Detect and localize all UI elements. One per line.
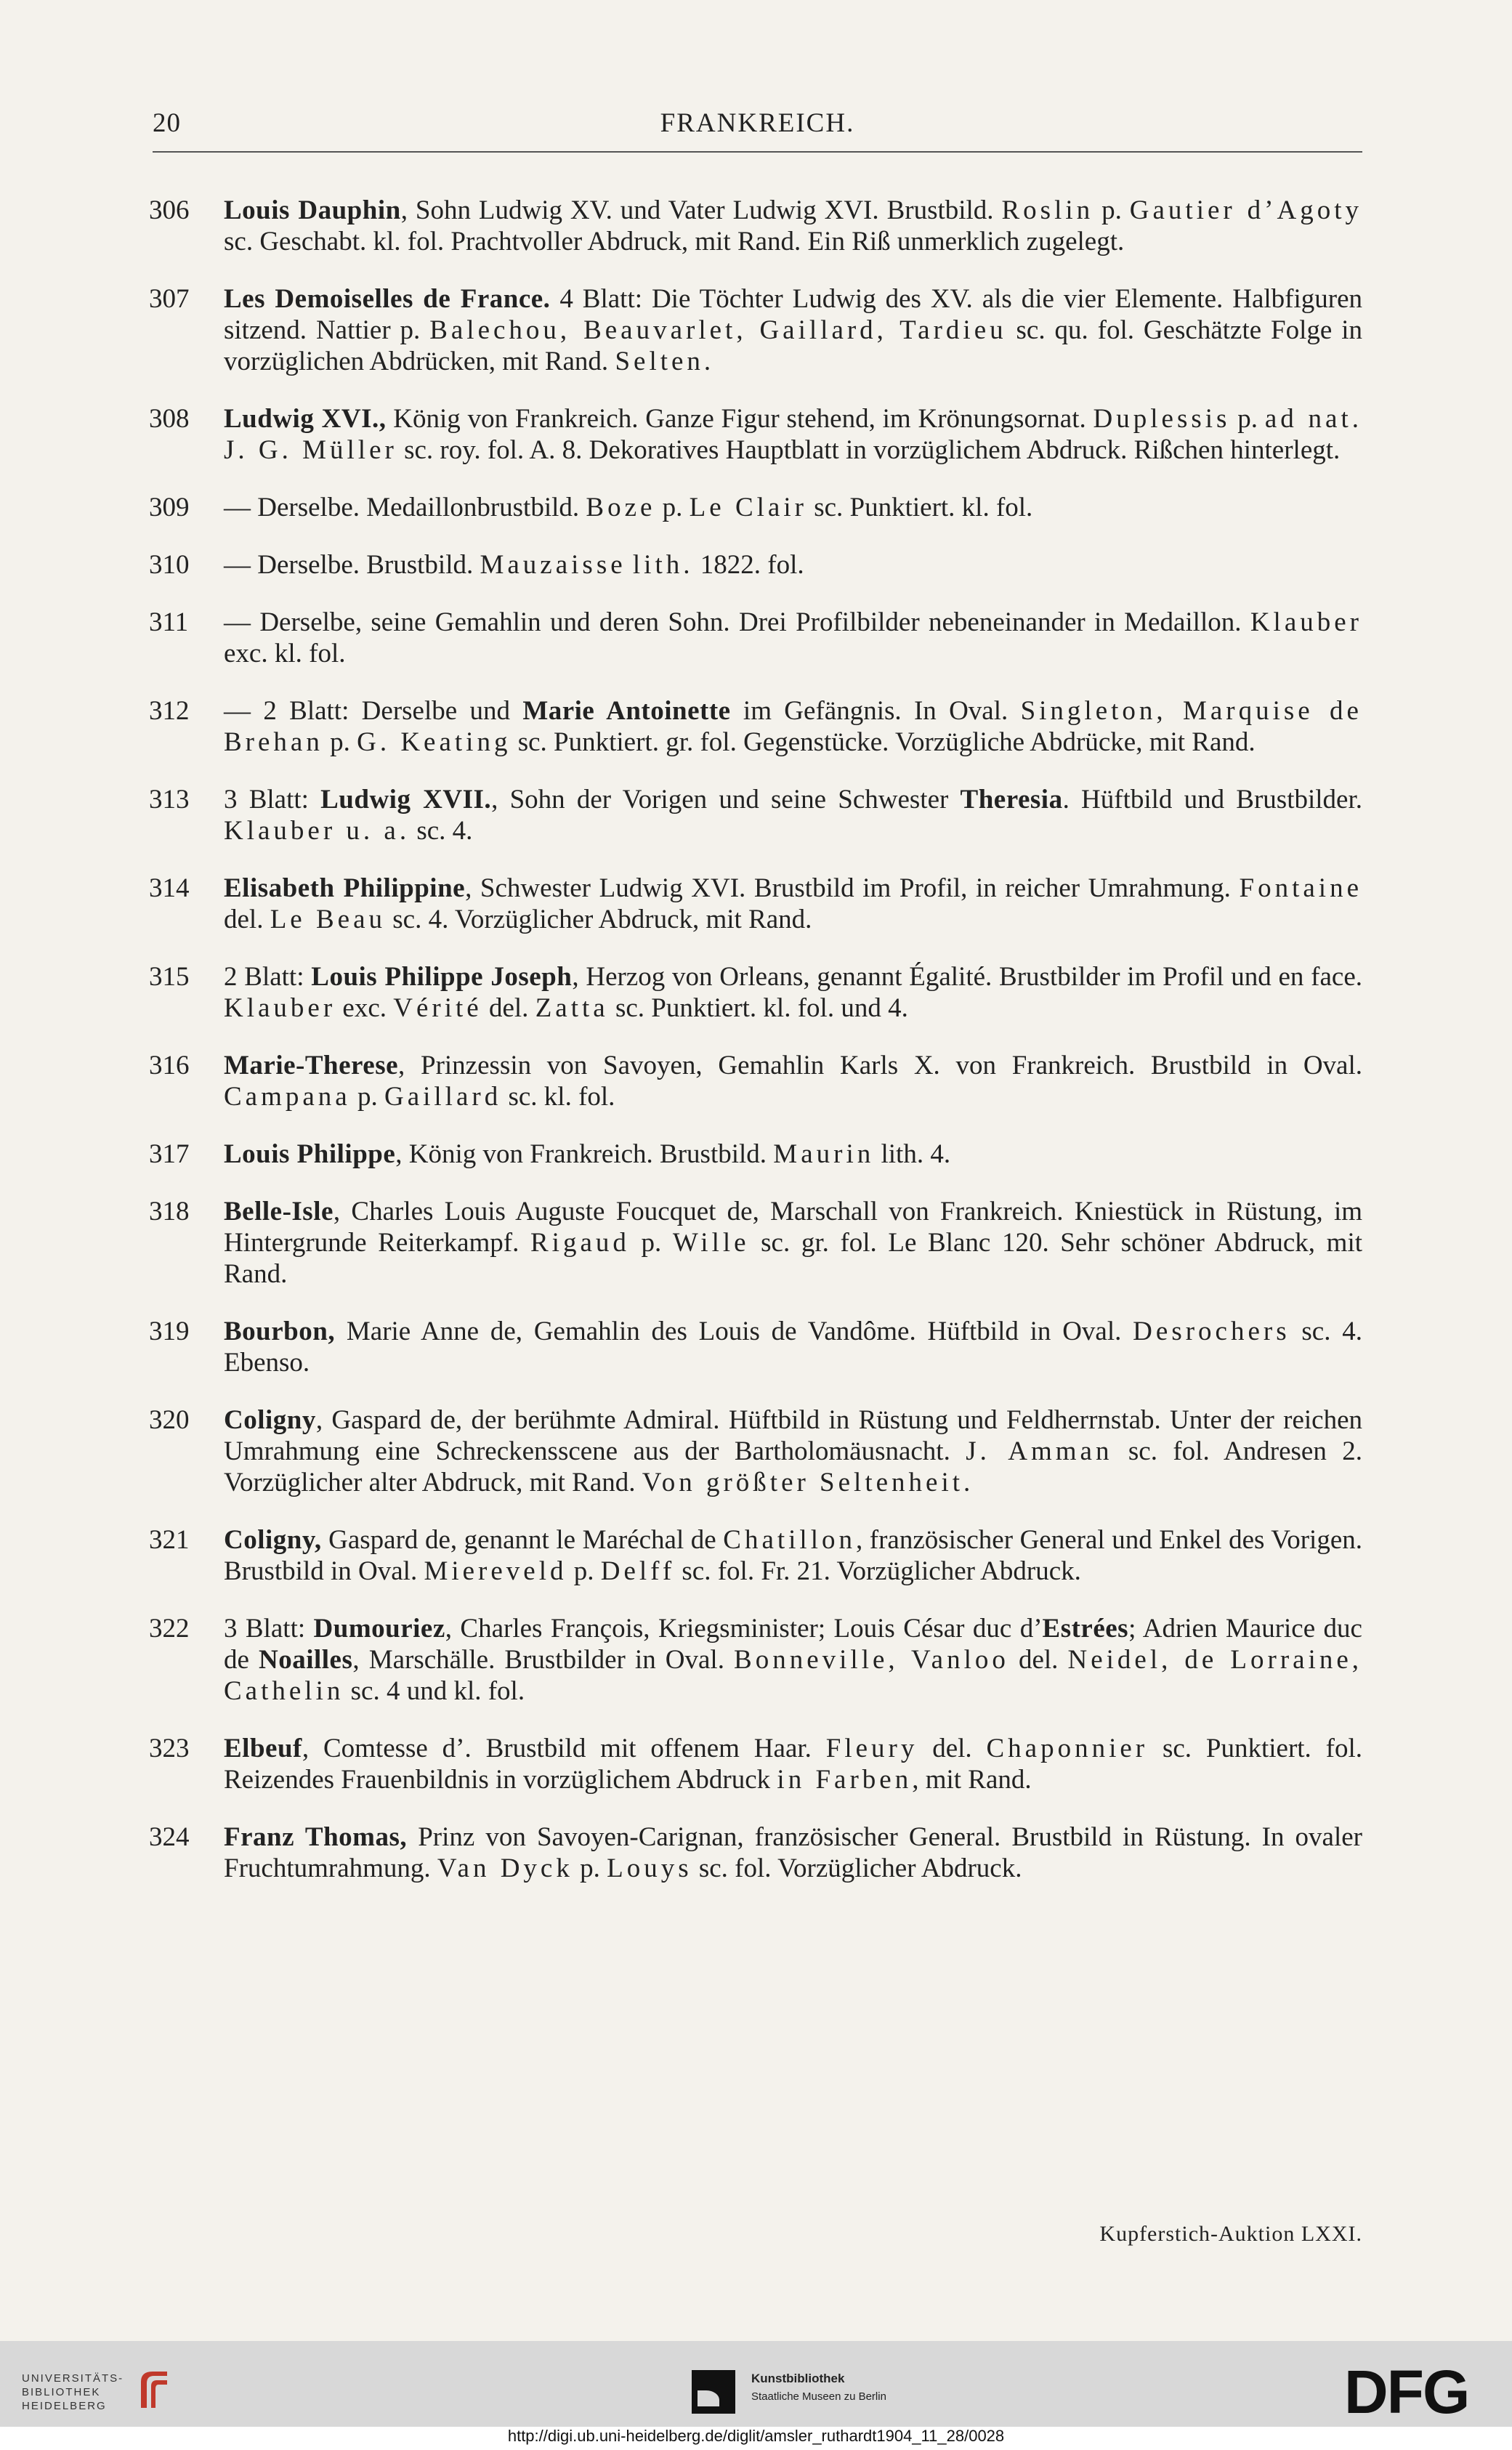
- entry-description: sc. Punktiert. kl. fol.: [806, 493, 1033, 522]
- entry-description: sc. roy. fol. A. 8. Dekoratives Hauptblatt in vorzüglichem Abdruck. Rißchen hinterlegt.: [397, 435, 1341, 465]
- spaced-name: in Farben: [777, 1765, 913, 1795]
- entry-subject: Franz Thomas,: [224, 1822, 408, 1852]
- catalog-entry: [149, 283, 1362, 377]
- header-rule: [153, 151, 1362, 153]
- spaced-name: G. Keating: [357, 727, 512, 757]
- entry-subject: Louis Dauphin: [224, 195, 401, 225]
- spaced-name: Fontaine: [1239, 873, 1362, 903]
- kb-title: Kunstbibliothek: [751, 2372, 845, 2385]
- entry-subject: Noailles: [259, 1645, 353, 1675]
- entry-description: sc. fol. Fr. 21. Vorzüglicher Abdruck.: [675, 1556, 1081, 1586]
- entry-description: , Herzog von Orleans, genannt Égalité. Brustbilder im Profil und en face.: [572, 962, 1362, 992]
- entry-number: 318: [149, 1197, 190, 1226]
- entry-description: , König von Frankreich. Brustbild.: [395, 1139, 774, 1169]
- entry-number: 306: [149, 195, 190, 225]
- spaced-name: Boze: [586, 493, 656, 522]
- spaced-name: Fleury: [825, 1734, 918, 1763]
- entry-subject: Theresia: [960, 785, 1063, 814]
- entry-text: [224, 1050, 1362, 1112]
- spaced-name: Neidel, de Lorraine, Cathelin: [224, 1645, 1363, 1706]
- spaced-name: Desrochers: [1133, 1317, 1290, 1346]
- spaced-name: Zatta: [535, 993, 609, 1023]
- spaced-name: Van Dyck: [437, 1853, 573, 1883]
- entry-number: 321: [149, 1525, 190, 1555]
- entry-text: [224, 549, 1362, 581]
- spaced-name: Chatillon: [723, 1525, 856, 1555]
- entry-subject: Elbeuf: [224, 1734, 302, 1763]
- entry-text: [224, 403, 1362, 466]
- spaced-name: Klauber: [224, 993, 336, 1023]
- catalog-entry: [149, 1733, 1362, 1795]
- entry-description: sc. qu. fol. Geschätzte Folge in vorzüglichen Abdrücken, mit Rand.: [224, 315, 1362, 376]
- entry-text: [224, 1733, 1362, 1795]
- entry-description: — 2 Blatt: Derselbe und: [224, 696, 523, 726]
- entry-number: 313: [149, 785, 190, 814]
- entry-description: exc. kl. fol.: [224, 639, 346, 668]
- spaced-name: Klauber u. a.: [224, 816, 411, 846]
- entry-description: , französischer General und Enkel des Vorigen. Brustbild in Oval.: [224, 1525, 1362, 1586]
- spaced-name: Wille: [672, 1228, 750, 1258]
- dfg-logo[interactable]: DFG: [1344, 2358, 1469, 2426]
- entry-description: p.: [573, 1853, 607, 1883]
- entry-subject: Coligny,: [224, 1525, 322, 1555]
- entry-subject: Estrées: [1042, 1614, 1129, 1644]
- entry-description: , Marschälle. Brustbilder in Oval.: [352, 1645, 735, 1675]
- entry-description: sc. 4. Ebenso.: [224, 1317, 1362, 1378]
- entry-number: 320: [149, 1405, 190, 1435]
- entry-description: sc. Punktiert. kl. fol. und 4.: [608, 993, 908, 1023]
- catalog-entry: [149, 873, 1362, 935]
- entry-description: , Charles Louis Auguste Foucquet de, Marschall von Frankreich. Kniestück in Rüstung, im Hintergrunde Reiterkampf.: [224, 1197, 1362, 1258]
- catalog-entry: [149, 1404, 1362, 1498]
- spaced-name: Roslin: [1001, 195, 1094, 225]
- entry-subject: Louis Philippe: [224, 1139, 396, 1169]
- entry-description: , Sohn Ludwig XV. und Vater Ludwig XVI. Brustbild.: [400, 195, 1002, 225]
- spaced-name: Balechou, Beauvarlet, Gaillard, Tardieu: [429, 315, 1007, 345]
- kunstbibliothek-logo-icon: [692, 2370, 735, 2414]
- entry-description: 1822. fol.: [693, 550, 804, 580]
- entry-text: [224, 1822, 1362, 1884]
- entry-description: , Charles François, Kriegsminister; Louis César duc d’: [445, 1614, 1043, 1644]
- catalog-entry: [149, 1050, 1362, 1112]
- entry-description: p.: [567, 1556, 601, 1586]
- page-header: [153, 108, 1362, 148]
- kunstbibliothek-logo[interactable]: [751, 2372, 886, 2403]
- entry-number: 312: [149, 696, 190, 726]
- entry-subject: Louis Philippe Joseph: [311, 962, 573, 992]
- entry-text: [224, 873, 1362, 935]
- entry-subject: Marie Antoinette: [522, 696, 731, 726]
- page-number: 20: [153, 108, 181, 138]
- entry-description: — Derselbe. Medaillonbrustbild.: [224, 493, 586, 522]
- entry-description: 3 Blatt:: [224, 1614, 314, 1644]
- catalog-entry: [149, 607, 1362, 669]
- entry-description: p.: [350, 1082, 384, 1112]
- entry-description: sc. Punktiert. gr. fol. Gegenstücke. Vorzügliche Abdrücke, mit Rand.: [511, 727, 1256, 757]
- catalog-entry: [149, 1316, 1362, 1378]
- entry-subject: Coligny: [224, 1405, 316, 1435]
- running-head: FRANKREICH.: [660, 108, 855, 138]
- spaced-name: J. Amman: [966, 1436, 1113, 1466]
- entry-description: del.: [482, 993, 535, 1023]
- catalog-entry: [149, 403, 1362, 466]
- spaced-name: Le Clair: [689, 493, 807, 522]
- entry-description: ; Adrien Maurice duc de: [224, 1614, 1362, 1675]
- entry-subject: Belle-Isle: [224, 1197, 333, 1226]
- entry-description: sc. Punktiert. fol. Reizendes Frauenbildnis in vorzüglichem Abdruck: [224, 1734, 1362, 1795]
- catalog-entry: [149, 549, 1362, 581]
- entry-text: [224, 695, 1362, 758]
- digitization-bar: [0, 2341, 1512, 2427]
- kb-subtitle: Staatliche Museen zu Berlin: [751, 2390, 886, 2403]
- entry-description: 2 Blatt:: [224, 962, 312, 992]
- entry-description: sc. gr. fol. Le Blanc 120. Sehr schöner Abdruck, mit Rand.: [224, 1228, 1363, 1289]
- catalog-entry: [149, 961, 1362, 1024]
- entry-description: , Sohn der Vorigen und seine Schwester: [491, 785, 961, 814]
- entry-text: [224, 607, 1362, 669]
- uni-line: HEIDELBERG: [22, 2400, 107, 2412]
- entry-description: sc. kl. fol.: [501, 1082, 615, 1112]
- entry-number: 315: [149, 962, 190, 992]
- entry-description: sc. 4.: [410, 816, 473, 846]
- catalog-entry: [149, 784, 1362, 846]
- entry-text: [224, 195, 1362, 257]
- entry-description: , mit Rand.: [912, 1765, 1032, 1795]
- entry-number: 316: [149, 1051, 190, 1080]
- spaced-name: Gaillard: [384, 1082, 502, 1112]
- entry-description: p.: [655, 493, 690, 522]
- entry-description: sc. 4. Vorzüglicher Abdruck, mit Rand.: [386, 905, 812, 934]
- entry-text: [224, 1404, 1362, 1498]
- entry-subject: Bourbon,: [224, 1317, 336, 1346]
- entry-description: Gaspard de, genannt le Maréchal de: [321, 1525, 724, 1555]
- catalog-entries: [149, 195, 1362, 1910]
- entry-number: 308: [149, 404, 190, 434]
- entry-description: lith. 4.: [874, 1139, 951, 1169]
- entry-description: Prinz von Savoyen-Carignan, französischer General. Brustbild in Rüstung. In ovaler Fruchtumrahmung.: [224, 1822, 1362, 1883]
- spaced-name: Louys: [607, 1853, 692, 1883]
- entry-description: sc. 4 und kl. fol.: [344, 1676, 525, 1706]
- entry-subject: Dumouriez: [313, 1614, 445, 1644]
- entry-text: [224, 784, 1362, 846]
- spaced-name: Von größter Seltenheit.: [642, 1468, 974, 1497]
- entry-number: 307: [149, 284, 190, 314]
- spaced-name: lith.: [632, 550, 694, 580]
- spaced-name: Gautier d’Agoty: [1129, 195, 1362, 225]
- entry-description: — Derselbe, seine Gemahlin und deren Sohn. Drei Profilbilder nebeneinander in Medaillon.: [224, 607, 1250, 637]
- catalog-entry: [149, 1524, 1362, 1587]
- entry-description: exc.: [336, 993, 394, 1023]
- entry-description: sc. Geschabt. kl. fol. Prachtvoller Abdruck, mit Rand. Ein Riß unmerklich zugelegt.: [224, 227, 1125, 256]
- spaced-name: Le Beau: [270, 905, 386, 934]
- entry-description: , Schwester Ludwig XVI. Brustbild im Profil, in reicher Umrahmung.: [465, 873, 1240, 903]
- entry-description: p.: [629, 1228, 673, 1258]
- uni-line: UNIVERSITÄTS-: [22, 2372, 124, 2385]
- catalog-entry: [149, 1139, 1362, 1170]
- spaced-name: Miereveld: [424, 1556, 567, 1586]
- spaced-name: Klauber: [1250, 607, 1362, 637]
- entry-description: del.: [224, 905, 270, 934]
- catalog-entry: [149, 1822, 1362, 1884]
- entry-subject: Elisabeth Philippine: [224, 873, 466, 903]
- entry-text: [224, 492, 1362, 523]
- spaced-name: Mauzaisse: [480, 550, 626, 580]
- entry-description: im Gefängnis. In Oval.: [730, 696, 1021, 726]
- entry-description: 3 Blatt:: [224, 785, 321, 814]
- entry-number: 324: [149, 1822, 190, 1852]
- heidelberg-emblem-icon: [135, 2367, 171, 2411]
- footer-note: Kupferstich-Auktion LXXI.: [1099, 2222, 1362, 2246]
- catalog-entry: [149, 492, 1362, 523]
- spaced-name: Bonneville, Vanloo: [734, 1645, 1009, 1675]
- entry-subject: Ludwig XVII.: [320, 785, 492, 814]
- entry-description: — Derselbe. Brustbild.: [224, 550, 480, 580]
- entry-description: sc. fol. Andresen 2. Vorzüglicher alter Abdruck, mit Rand.: [224, 1436, 1362, 1497]
- entry-description: p.: [323, 727, 357, 757]
- entry-description: , Gaspard de, der berühmte Admiral. Hüftbild in Rüstung und Feldherrnstab. Unter der reichen Umrahmung eine Schreckensscene aus der Bartholomäusnacht.: [224, 1405, 1362, 1466]
- spaced-name: Rigaud: [530, 1228, 630, 1258]
- entry-text: [224, 1196, 1362, 1290]
- permalink-url[interactable]: http://digi.ub.uni-heidelberg.de/diglit/amsler_ruthardt1904_11_28/0028: [507, 2427, 1005, 2445]
- catalog-entry: [149, 695, 1362, 758]
- entry-description: del.: [1008, 1645, 1068, 1675]
- spaced-name: Chaponnier: [986, 1734, 1149, 1763]
- spaced-name: Singleton, Marquise de Brehan: [224, 696, 1362, 757]
- entry-number: 314: [149, 873, 190, 903]
- catalog-entry: [149, 1613, 1362, 1707]
- entry-text: [224, 1613, 1362, 1707]
- entry-number: 317: [149, 1139, 190, 1169]
- entry-text: [224, 1316, 1362, 1378]
- entry-description: [626, 550, 633, 580]
- entry-text: [224, 1524, 1362, 1587]
- entry-description: 4 Blatt: Die Töchter Ludwig des XV. als die vier Elemente. Halbfiguren sitzend. Nattier p.: [224, 284, 1362, 345]
- catalog-entry: [149, 195, 1362, 257]
- catalog-entry: [149, 1196, 1362, 1290]
- entry-number: 309: [149, 493, 190, 522]
- spaced-name: Selten.: [615, 347, 715, 376]
- entry-subject: Les Demoiselles de France.: [224, 284, 551, 314]
- entry-description: p.: [1230, 404, 1265, 434]
- spaced-name: Delff: [600, 1556, 676, 1586]
- spaced-name: ad nat. J. G. Müller: [224, 404, 1363, 465]
- entry-description: del.: [918, 1734, 987, 1763]
- entry-description: . Hüftbild und Brustbilder.: [1062, 785, 1362, 814]
- entry-number: 310: [149, 550, 190, 580]
- entry-text: [224, 961, 1362, 1024]
- spaced-name: Vérité: [393, 993, 482, 1023]
- entry-description: Marie Anne de, Gemahlin des Louis de Vandôme. Hüftbild in Oval.: [335, 1317, 1133, 1346]
- entry-text: [224, 1139, 1362, 1170]
- entry-number: 322: [149, 1614, 190, 1644]
- entry-subject: Marie-Therese: [224, 1051, 399, 1080]
- entry-subject: Ludwig XVI.,: [224, 404, 387, 434]
- spaced-name: Campana: [224, 1082, 351, 1112]
- uni-line: BIBLIOTHEK: [22, 2386, 101, 2398]
- entry-number: 319: [149, 1317, 190, 1346]
- spaced-name: Duplessis: [1093, 404, 1231, 434]
- entry-number: 311: [149, 607, 189, 637]
- entry-description: , Prinzessin von Savoyen, Gemahlin Karls X. von Frankreich. Brustbild in Oval.: [398, 1051, 1362, 1080]
- entry-description: sc. fol. Vorzüglicher Abdruck.: [692, 1853, 1022, 1883]
- entry-description: p.: [1093, 195, 1130, 225]
- university-library-logo[interactable]: [22, 2372, 124, 2413]
- entry-number: 323: [149, 1734, 190, 1763]
- entry-text: [224, 283, 1362, 377]
- entry-description: , Comtesse d’. Brustbild mit offenem Haar.: [302, 1734, 826, 1763]
- entry-description: König von Frankreich. Ganze Figur stehend, im Krönungsornat.: [386, 404, 1093, 434]
- spaced-name: Maurin: [773, 1139, 875, 1169]
